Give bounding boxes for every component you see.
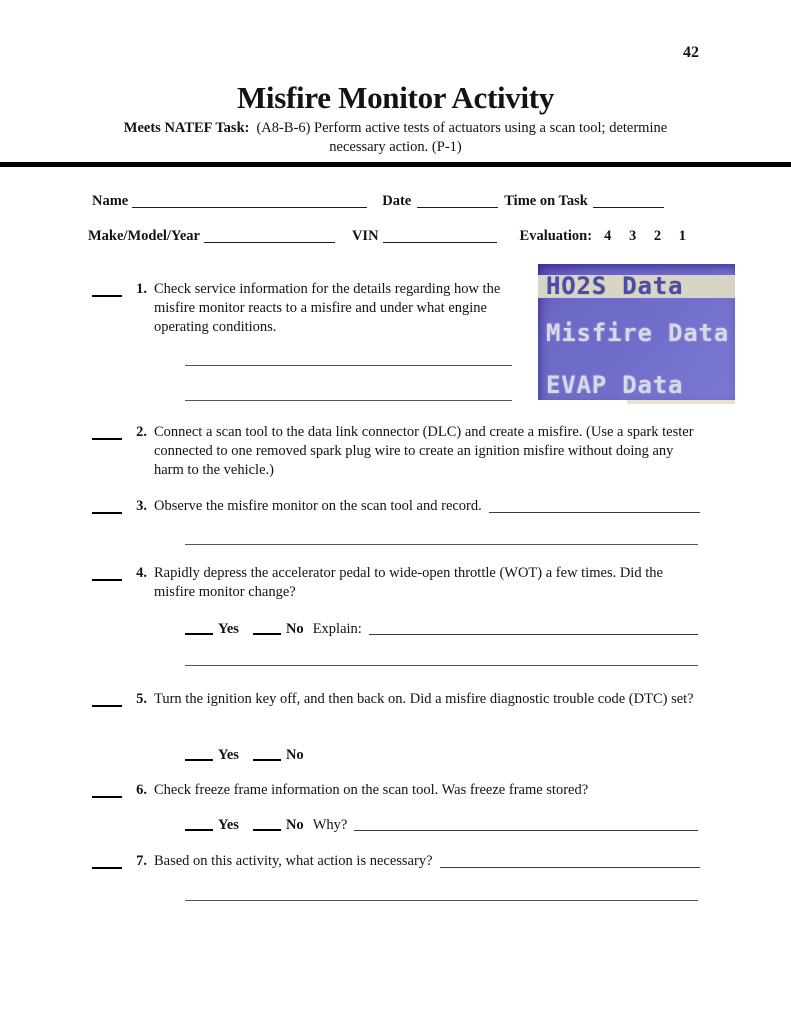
task-4-yes-no-row — [185, 620, 698, 638]
task-3-answer-line — [185, 544, 698, 545]
task-6-yes-blank — [185, 829, 213, 831]
task-6-number: 6. — [136, 782, 147, 798]
scan-menu-item-evap-data: EVAP Data — [546, 371, 684, 399]
date-fill-line — [417, 207, 498, 208]
task-3-check-blank — [92, 498, 122, 514]
task-5-no-label: No — [285, 747, 304, 763]
task-6-why-label: Why? — [312, 817, 348, 833]
evaluation-scale: 4 3 2 1 — [604, 228, 686, 244]
task-6-yes-label: Yes — [218, 817, 239, 833]
task-5-yes-no-row — [185, 746, 304, 764]
task-6-yes-no-row — [185, 816, 698, 834]
scan-menu-item-misfire-data: Misfire Data — [546, 319, 729, 347]
name-fill-line — [132, 207, 367, 208]
task-item-1 — [92, 280, 516, 337]
evaluation-label: Evaluation: — [519, 228, 593, 244]
task-1-number: 1. — [136, 281, 147, 297]
task-7-answer-line — [185, 900, 698, 901]
task-5-check-blank — [92, 691, 122, 707]
time-on-task-label: Time on Task — [504, 193, 588, 209]
task-1-check-blank — [92, 281, 122, 297]
vin-fill-line — [383, 242, 497, 243]
task-1-answer-line-1 — [185, 365, 512, 366]
task-3-record-line — [489, 512, 700, 513]
task-2-check-blank — [92, 424, 122, 440]
task-5-yes-label: Yes — [218, 747, 239, 763]
task-4-no-blank — [253, 633, 281, 635]
task-4-explain-line — [369, 634, 698, 635]
task-7-text: Based on this activity, what action is necessary? — [154, 853, 433, 869]
task-6-why-line — [354, 830, 698, 831]
task-4-no-label: No — [285, 621, 304, 637]
task-item-6 — [92, 781, 588, 800]
scan-tool-screen-photo — [538, 264, 735, 400]
header-divider-rule — [0, 162, 791, 167]
task-6-text: Check freeze frame information on the scan tool. Was freeze frame stored? — [154, 782, 589, 798]
info-row-2 — [88, 227, 686, 245]
task-4-explain-label: Explain: — [312, 621, 362, 637]
task-6-check-blank — [92, 782, 122, 798]
page-number: 42 — [683, 44, 699, 61]
page-title: Misfire Monitor Activity — [236, 80, 555, 115]
task-4-number: 4. — [136, 565, 147, 581]
task-5-yes-blank — [185, 759, 213, 761]
natef-task-line2: necessary action. (P-1) — [329, 138, 462, 155]
task-6-no-blank — [253, 829, 281, 831]
task-4-yes-label: Yes — [218, 621, 239, 637]
name-label: Name — [92, 193, 129, 209]
task-5-number: 5. — [136, 691, 147, 707]
task-3-number: 3. — [136, 498, 147, 514]
natef-task-label: Meets NATEF Task: — [123, 120, 250, 136]
task-6-no-label: No — [285, 817, 304, 833]
task-7-check-blank — [92, 853, 122, 869]
task-7-number: 7. — [136, 853, 147, 869]
task-1-answer-line-2 — [185, 400, 512, 401]
task-4-answer-line — [185, 665, 698, 666]
task-item-5 — [92, 690, 702, 709]
natef-task-description — [0, 119, 791, 156]
make-model-year-label: Make/Model/Year — [88, 228, 200, 244]
task-4-yes-blank — [185, 633, 213, 635]
date-label: Date — [382, 193, 412, 209]
task-4-text: Rapidly depress the accelerator pedal to wide-open throttle (WOT) a few times. Did the misfire monitor change? — [154, 565, 663, 600]
task-item-4 — [92, 564, 704, 602]
task-5-text: Turn the ignition key off, and then back on. Did a misfire diagnostic trouble code (DTC) set? — [154, 691, 694, 707]
make-model-year-fill-line — [204, 242, 335, 243]
photo-edge-artifact — [627, 400, 735, 404]
task-3-text: Observe the misfire monitor on the scan tool and record. — [154, 498, 482, 514]
task-7-action-line — [440, 867, 700, 868]
vin-label: VIN — [351, 228, 379, 244]
task-2-number: 2. — [136, 424, 147, 440]
task-item-3 — [92, 497, 700, 516]
natef-task-text: (A8-B-6) Perform active tests of actuators using a scan tool; determine — [256, 120, 668, 136]
task-5-no-blank — [253, 759, 281, 761]
natef-task-line1 — [0, 119, 791, 138]
info-row-1 — [92, 192, 664, 210]
task-2-text: Connect a scan tool to the data link connector (DLC) and create a misfire. (Use a spark tester connected to one removed spark plug wire to create an ignition misfire without doing any harm to the vehicle.) — [154, 424, 694, 478]
task-item-2 — [92, 423, 702, 480]
task-item-7 — [92, 852, 700, 871]
time-on-task-fill-line — [593, 207, 664, 208]
task-4-check-blank — [92, 565, 122, 581]
scan-menu-item-ho2s-data: HO2S Data — [538, 275, 735, 298]
task-1-text: Check service information for the details regarding how the misfire monitor reacts to a misfire and under what engine operating conditions. — [154, 281, 501, 335]
